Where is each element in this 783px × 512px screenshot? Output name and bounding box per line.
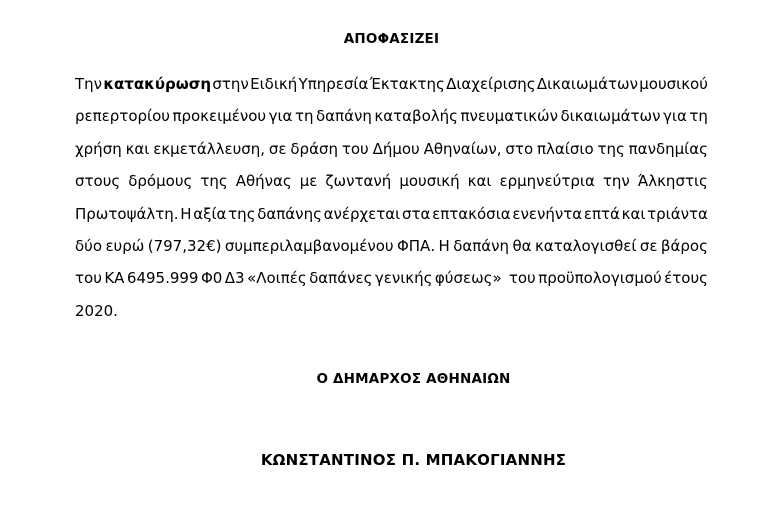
body-line [75,262,708,294]
body-word: στο [505,139,534,158]
body-word: πνευματικών [460,107,558,126]
body-word: Δικαιωμάτων [536,75,638,93]
body-word: γενικής [374,269,433,288]
body-word: Η [438,236,450,255]
body-word: δρόμους [128,172,193,191]
body-word: της [200,172,228,191]
body-word: στην [212,75,249,93]
body-word: επτακόσια [432,204,511,223]
body-word: δαπάνης [257,204,322,223]
body-word: δαπάνη [453,236,510,255]
body-word: του [504,269,536,288]
body-word: βάρος [660,236,708,255]
body-word: 6495.999 [126,269,199,288]
body-line [75,165,708,197]
body-word: μουσικού [639,75,708,93]
body-word: για [268,107,293,126]
body-line [75,68,708,100]
body-word: σε [639,236,658,255]
body-word: Δ3 [224,269,245,288]
body-word: Διαχείρισης [446,75,536,93]
body-word: Φ0 [200,269,223,288]
body-word: με [299,172,318,191]
body-word: καταβολής [374,107,458,126]
body-word: ερμηνεύτρια [499,172,595,191]
decision-body-paragraph [75,68,708,327]
body-word: την [602,172,630,191]
body-line [75,133,708,165]
body-word: στους [75,172,121,191]
body-word: ενενήντα [512,204,583,223]
body-word: ΚΑ [104,269,125,288]
body-word: Η [180,204,192,223]
body-word: Αθηναίων, [423,139,502,158]
signatory-title: Ο ΔΗΜΑΡΧΟΣ ΑΘΗΝΑΙΩΝ [316,371,511,387]
body-word: δαπάνη [315,107,372,126]
body-line [75,230,708,262]
body-word: μουσική [399,172,460,191]
body-word: της [228,204,256,223]
decision-heading: ΑΠΟΦΑΣΙΖΕΙ [343,31,440,47]
body-word: δαπάνες [309,269,373,288]
body-word: Αθήνας [235,172,292,191]
signatory-name: ΚΩΝΣΤΑΝΤΙΝΟΣ Π. ΜΠΑΚΟΓΙΑΝΝΗΣ [260,451,567,469]
body-word: αξία [193,204,227,223]
body-word: (797,32€) [147,236,222,255]
body-word: του [75,269,102,288]
body-line [75,198,708,230]
body-word: χρήση [75,139,122,158]
body-word: Δήμου [372,139,420,158]
body-word: Την [75,75,103,93]
body-word: του [341,139,369,158]
body-word: καταλογισθεί [534,236,637,255]
body-word: και [467,172,492,191]
body-word: δράση [290,139,338,158]
body-word: ανέρχεται [323,204,401,223]
body-word: φύσεως» [434,269,502,288]
body-word: ρεπερτορίου [75,107,170,126]
body-word: θα [512,236,532,255]
body-word: πλαίσιο [536,139,594,158]
body-word: και [125,139,150,158]
body-word: Ειδική [250,75,298,93]
body-word: για [663,107,687,126]
body-word: έτους [664,269,708,288]
body-word: της [597,139,625,158]
body-word: τριάντα [647,204,708,223]
body-word: προϋπολογισμού [538,269,662,288]
body-word: και [621,204,646,223]
body-word: σε [268,139,287,158]
body-word: στα [401,204,431,223]
body-word-emphasis: κατακύρωση [103,75,212,93]
body-word: Άλκηστις [637,172,708,191]
body-line [75,100,708,132]
body-word: τη [294,107,314,126]
body-word: επτά [583,204,620,223]
body-word: πανδημίας [628,139,708,158]
body-word: δύο [75,236,103,255]
body-word: εκμετάλλευση, [153,139,266,158]
body-word: «Λοιπές [247,269,307,288]
body-word: Πρωτοψάλτη. [75,204,179,223]
body-word: ζωντανή [325,172,392,191]
body-word: ΦΠΑ. [396,236,436,255]
body-word: Υπηρεσία [298,75,369,93]
body-word: ευρώ [105,236,145,255]
body-word: τη [689,107,708,126]
body-line [75,295,708,327]
body-word: συμπεριλαμβανομένου [224,236,394,255]
body-word: Έκτακτης [369,75,445,93]
body-word: 2020. [75,301,118,320]
body-word: δικαιωμάτων [560,107,661,126]
body-word: προκειμένου [172,107,267,126]
